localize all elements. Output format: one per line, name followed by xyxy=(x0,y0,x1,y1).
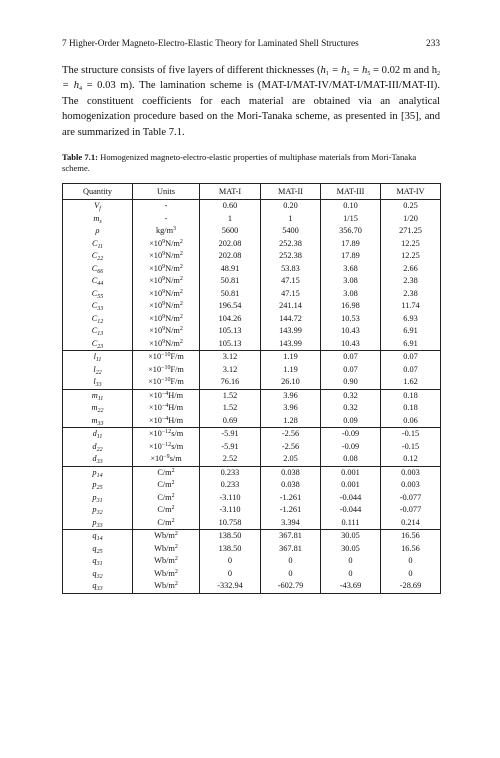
cell-value: 0 xyxy=(321,568,381,581)
cell-units: $Wb/m^2$ xyxy=(133,555,200,568)
cell-units: $C/m^2$ xyxy=(133,492,200,505)
cell-value: 0.60 xyxy=(200,200,261,213)
cell-value: 0.111 xyxy=(321,517,381,530)
cell-value: 17.89 xyxy=(321,238,381,251)
cell-value: 0.09 xyxy=(321,415,381,428)
cell-value: 2.38 xyxy=(381,275,441,288)
cell-quantity: $m_{33}$ xyxy=(63,415,133,428)
para-text: = 0.03 m). The lamination scheme is (MAT-I/MAT-IV/MAT-I/MAT-III/MAT-II). The constituent coefficients for each material are obtained via an analytical homogenization procedure based on the Mori-Tanaka scheme, as presented in [35], and are summarized in Table 7.1. xyxy=(62,80,440,138)
para-math: = h xyxy=(328,65,347,76)
cell-value: 1.62 xyxy=(381,376,441,389)
cell-value: 0.32 xyxy=(321,402,381,415)
table-row xyxy=(63,250,441,263)
cell-value: -0.09 xyxy=(321,428,381,441)
cell-value: 0.07 xyxy=(321,351,381,364)
cell-quantity: $q_{32}$ xyxy=(63,568,133,581)
cell-value: -3.110 xyxy=(200,492,261,505)
cell-quantity: $p_{32}$ xyxy=(63,504,133,517)
cell-value: -0.15 xyxy=(381,441,441,454)
cell-value: 0.038 xyxy=(261,479,321,492)
cell-value: -5.91 xyxy=(200,428,261,441)
table-row xyxy=(63,568,441,581)
cell-value: 26.10 xyxy=(261,376,321,389)
cell-value: 50.81 xyxy=(200,288,261,301)
cell-value: 10.758 xyxy=(200,517,261,530)
cell-value: 3.08 xyxy=(321,275,381,288)
cell-value: 196.54 xyxy=(200,300,261,313)
cell-units: $\times 10^9N/m^2$ xyxy=(133,275,200,288)
cell-value: 0.18 xyxy=(381,389,441,402)
cell-units: $\times 10^{-4}H/m$ xyxy=(133,402,200,415)
cell-units: - xyxy=(133,213,200,226)
cell-value: 76.16 xyxy=(200,376,261,389)
cell-value: 3.96 xyxy=(261,402,321,415)
cell-value: 1/15 xyxy=(321,213,381,226)
cell-value: 271.25 xyxy=(381,225,441,238)
cell-value: 0.07 xyxy=(321,364,381,377)
cell-value: -2.56 xyxy=(261,428,321,441)
cell-units: - xyxy=(133,200,200,213)
table-row xyxy=(63,517,441,530)
cell-value: 367.81 xyxy=(261,543,321,556)
cell-value: -0.09 xyxy=(321,441,381,454)
cell-value: 1 xyxy=(261,213,321,226)
running-header-title: 7 Higher-Order Magneto-Electro-Elastic Theory for Laminated Shell Structures xyxy=(62,39,359,49)
cell-value: 202.08 xyxy=(200,250,261,263)
cell-value: 0.18 xyxy=(381,402,441,415)
cell-units: $\times 10^9N/m^2$ xyxy=(133,288,200,301)
table-row xyxy=(63,543,441,556)
cell-value: 48.91 xyxy=(200,263,261,276)
cell-value: 105.13 xyxy=(200,325,261,338)
table-body xyxy=(63,200,441,594)
cell-units: $Wb/m^2$ xyxy=(133,530,200,543)
table-row xyxy=(63,415,441,428)
cell-value: 5400 xyxy=(261,225,321,238)
cell-value: 138.50 xyxy=(200,530,261,543)
properties-table xyxy=(62,183,441,594)
cell-units: $\times 10^{-10}F/m$ xyxy=(133,364,200,377)
cell-units: $\times 10^{-4}H/m$ xyxy=(133,389,200,402)
cell-value: 2.66 xyxy=(381,263,441,276)
cell-value: 143.99 xyxy=(261,325,321,338)
cell-units: $\times 10^9N/m^2$ xyxy=(133,325,200,338)
body-paragraph xyxy=(62,63,440,140)
cell-quantity: $d_{22}$ xyxy=(63,441,133,454)
cell-value: 0 xyxy=(381,555,441,568)
para-sub: 4 xyxy=(79,86,83,93)
cell-quantity: $p_{31}$ xyxy=(63,492,133,505)
cell-value: 12.25 xyxy=(381,238,441,251)
cell-value: 0.06 xyxy=(381,415,441,428)
cell-quantity: $l_{33}$ xyxy=(63,376,133,389)
cell-units: $\times 10^9N/m^2$ xyxy=(133,338,200,351)
cell-units: $Wb/m^2$ xyxy=(133,543,200,556)
cell-value: 202.08 xyxy=(200,238,261,251)
cell-value: 143.99 xyxy=(261,338,321,351)
cell-quantity: $C_{12}$ xyxy=(63,313,133,326)
cell-value: 0.001 xyxy=(321,466,381,479)
cell-quantity: $m_s$ xyxy=(63,213,133,226)
cell-units: $\times 10^{-4}H/m$ xyxy=(133,415,200,428)
cell-value: 6.93 xyxy=(381,313,441,326)
cell-value: 0 xyxy=(381,568,441,581)
cell-quantity: $l_{22}$ xyxy=(63,364,133,377)
cell-value: 16.56 xyxy=(381,530,441,543)
cell-value: 0.038 xyxy=(261,466,321,479)
cell-value: 367.81 xyxy=(261,530,321,543)
cell-quantity: $C_{55}$ xyxy=(63,288,133,301)
cell-value: 1.19 xyxy=(261,364,321,377)
cell-value: 0.25 xyxy=(381,200,441,213)
table-row xyxy=(63,213,441,226)
cell-value: 1/20 xyxy=(381,213,441,226)
cell-value: 17.89 xyxy=(321,250,381,263)
cell-value: -0.15 xyxy=(381,428,441,441)
cell-value: 47.15 xyxy=(261,288,321,301)
table-caption xyxy=(62,152,440,174)
cell-value: 47.15 xyxy=(261,275,321,288)
cell-value: 16.98 xyxy=(321,300,381,313)
cell-value: 10.43 xyxy=(321,325,381,338)
cell-value: 30.05 xyxy=(321,530,381,543)
cell-value: 12.25 xyxy=(381,250,441,263)
cell-quantity: $q_{31}$ xyxy=(63,555,133,568)
cell-value: 16.56 xyxy=(381,543,441,556)
cell-value: 105.13 xyxy=(200,338,261,351)
cell-value: 0.003 xyxy=(381,466,441,479)
cell-value: 10.43 xyxy=(321,338,381,351)
para-math: = h xyxy=(62,80,80,92)
cell-value: 0.12 xyxy=(381,453,441,466)
table-row xyxy=(63,555,441,568)
header-mat-ii: MAT-II xyxy=(261,184,321,200)
table-row xyxy=(63,402,441,415)
running-header xyxy=(62,39,440,53)
cell-value: 0.69 xyxy=(200,415,261,428)
cell-units: $\times 10^{-10}F/m$ xyxy=(133,351,200,364)
cell-value: -0.044 xyxy=(321,492,381,505)
para-sub: 1 xyxy=(325,71,329,77)
cell-value: -28.69 xyxy=(381,580,441,593)
table-row xyxy=(63,466,441,479)
cell-value: 3.96 xyxy=(261,389,321,402)
cell-value: 252.38 xyxy=(261,238,321,251)
table-row xyxy=(63,300,441,313)
cell-value: 0.214 xyxy=(381,517,441,530)
header-mat-iii: MAT-III xyxy=(321,184,381,200)
para-sub: 5 xyxy=(367,71,371,77)
cell-value: 0.20 xyxy=(261,200,321,213)
table-row xyxy=(63,225,441,238)
cell-value: 0 xyxy=(200,568,261,581)
cell-value: 2.05 xyxy=(261,453,321,466)
cell-value: 30.05 xyxy=(321,543,381,556)
cell-value: -0.044 xyxy=(321,504,381,517)
cell-value: 3.12 xyxy=(200,364,261,377)
cell-value: 1.28 xyxy=(261,415,321,428)
cell-value: 3.08 xyxy=(321,288,381,301)
para-math: h xyxy=(320,65,326,76)
cell-value: 0.07 xyxy=(381,364,441,377)
cell-value: 3.12 xyxy=(200,351,261,364)
table-row xyxy=(63,364,441,377)
para-sub: 3 xyxy=(346,71,350,77)
cell-quantity: ρ xyxy=(63,225,133,238)
table-row xyxy=(63,441,441,454)
table-row xyxy=(63,313,441,326)
cell-value: -1.261 xyxy=(261,492,321,505)
page-number: 233 xyxy=(426,39,440,49)
cell-value: 0.10 xyxy=(321,200,381,213)
cell-value: 138.50 xyxy=(200,543,261,556)
table-caption-label: Table 7.1: xyxy=(62,152,98,162)
table-row xyxy=(63,238,441,251)
cell-value: 144.72 xyxy=(261,313,321,326)
table-row xyxy=(63,338,441,351)
table-row xyxy=(63,325,441,338)
cell-value: 0.003 xyxy=(381,479,441,492)
table-row xyxy=(63,479,441,492)
cell-value: 1.52 xyxy=(200,402,261,415)
cell-value: 5600 xyxy=(200,225,261,238)
cell-value: 2.52 xyxy=(200,453,261,466)
table-row xyxy=(63,263,441,276)
cell-quantity: $p_{14}$ xyxy=(63,466,133,479)
cell-quantity: $p_{33}$ xyxy=(63,517,133,530)
cell-value: 50.81 xyxy=(200,275,261,288)
cell-value: 0 xyxy=(200,555,261,568)
para-text: = 0.02 m and h xyxy=(370,65,438,76)
cell-units: $\times 10^9N/m^2$ xyxy=(133,313,200,326)
cell-value: -1.261 xyxy=(261,504,321,517)
cell-quantity: $V_f$ xyxy=(63,200,133,213)
cell-value: -43.69 xyxy=(321,580,381,593)
cell-quantity: $C_{44}$ xyxy=(63,275,133,288)
cell-units: $Wb/m^2$ xyxy=(133,580,200,593)
cell-units: $\times 10^9N/m^2$ xyxy=(133,263,200,276)
cell-quantity: $C_{11}$ xyxy=(63,238,133,251)
cell-value: 0.07 xyxy=(381,351,441,364)
table-row xyxy=(63,351,441,364)
cell-units: $\times 10^9N/m^2$ xyxy=(133,238,200,251)
cell-value: 0.08 xyxy=(321,453,381,466)
table-row xyxy=(63,275,441,288)
table-row xyxy=(63,200,441,213)
cell-quantity: $q_{14}$ xyxy=(63,530,133,543)
table-row xyxy=(63,288,441,301)
cell-units: $\times 10^9N/m^2$ xyxy=(133,300,200,313)
cell-value: 0 xyxy=(261,568,321,581)
table-row xyxy=(63,453,441,466)
table-row xyxy=(63,376,441,389)
table-row xyxy=(63,492,441,505)
cell-units: $\times 10^{-12}s/m$ xyxy=(133,428,200,441)
cell-value: 0.001 xyxy=(321,479,381,492)
cell-value: 10.53 xyxy=(321,313,381,326)
cell-value: 104.26 xyxy=(200,313,261,326)
cell-quantity: $C_{33}$ xyxy=(63,300,133,313)
cell-quantity: $d_{11}$ xyxy=(63,428,133,441)
cell-value: -3.110 xyxy=(200,504,261,517)
cell-value: 0.233 xyxy=(200,466,261,479)
cell-value: 1 xyxy=(200,213,261,226)
header-quantity: Quantity xyxy=(63,184,133,200)
cell-units: $C/m^2$ xyxy=(133,479,200,492)
cell-value: 3.68 xyxy=(321,263,381,276)
cell-value: 252.38 xyxy=(261,250,321,263)
table-row xyxy=(63,389,441,402)
header-mat-i: MAT-I xyxy=(200,184,261,200)
cell-units: $C/m^2$ xyxy=(133,517,200,530)
para-math: = h xyxy=(349,65,368,76)
cell-value: 11.74 xyxy=(381,300,441,313)
table-row xyxy=(63,530,441,543)
cell-value: 0.32 xyxy=(321,389,381,402)
table-row xyxy=(63,428,441,441)
cell-value: -0.077 xyxy=(381,492,441,505)
cell-value: 0 xyxy=(261,555,321,568)
cell-units: $kg/m^3$ xyxy=(133,225,200,238)
header-mat-iv: MAT-IV xyxy=(381,184,441,200)
cell-value: 0.90 xyxy=(321,376,381,389)
cell-quantity: $m_{11}$ xyxy=(63,389,133,402)
table-header-row xyxy=(63,184,441,200)
cell-units: $\times 10^{-10}F/m$ xyxy=(133,376,200,389)
cell-value: 2.38 xyxy=(381,288,441,301)
cell-quantity: $C_{13}$ xyxy=(63,325,133,338)
cell-value: 1.19 xyxy=(261,351,321,364)
cell-quantity: $C_{22}$ xyxy=(63,250,133,263)
cell-units: $C/m^2$ xyxy=(133,504,200,517)
table-row xyxy=(63,580,441,593)
cell-units: $\times 10^{-9}s/m$ xyxy=(133,453,200,466)
cell-value: -5.91 xyxy=(200,441,261,454)
cell-value: 0 xyxy=(321,555,381,568)
cell-units: $Wb/m^2$ xyxy=(133,568,200,581)
para-sub: 2 xyxy=(437,71,441,77)
cell-value: 0.233 xyxy=(200,479,261,492)
cell-value: 3.394 xyxy=(261,517,321,530)
para-text: The structure consists of five layers of different thicknesses ( xyxy=(62,65,321,76)
cell-quantity: $C_{66}$ xyxy=(63,263,133,276)
cell-quantity: $C_{23}$ xyxy=(63,338,133,351)
table-caption-text: Homogenized magneto-electro-elastic properties of multiphase materials from Mori-Tanaka scheme. xyxy=(62,152,417,174)
cell-value: -602.79 xyxy=(261,580,321,593)
cell-value: 6.91 xyxy=(381,338,441,351)
cell-value: 6.91 xyxy=(381,325,441,338)
cell-quantity: $q_{33}$ xyxy=(63,580,133,593)
cell-units: $C/m^2$ xyxy=(133,466,200,479)
cell-value: -332.94 xyxy=(200,580,261,593)
cell-value: -2.56 xyxy=(261,441,321,454)
cell-value: 356.70 xyxy=(321,225,381,238)
cell-value: 1.52 xyxy=(200,389,261,402)
cell-value: -0.077 xyxy=(381,504,441,517)
cell-units: $\times 10^{-12}s/m$ xyxy=(133,441,200,454)
cell-quantity: $p_{25}$ xyxy=(63,479,133,492)
cell-quantity: $d_{33}$ xyxy=(63,453,133,466)
table-row xyxy=(63,504,441,517)
cell-quantity: $l_{11}$ xyxy=(63,351,133,364)
cell-value: 241.14 xyxy=(261,300,321,313)
header-units: Units xyxy=(133,184,200,200)
cell-quantity: $q_{25}$ xyxy=(63,543,133,556)
cell-quantity: $m_{22}$ xyxy=(63,402,133,415)
cell-units: $\times 10^9N/m^2$ xyxy=(133,250,200,263)
cell-value: 53.83 xyxy=(261,263,321,276)
